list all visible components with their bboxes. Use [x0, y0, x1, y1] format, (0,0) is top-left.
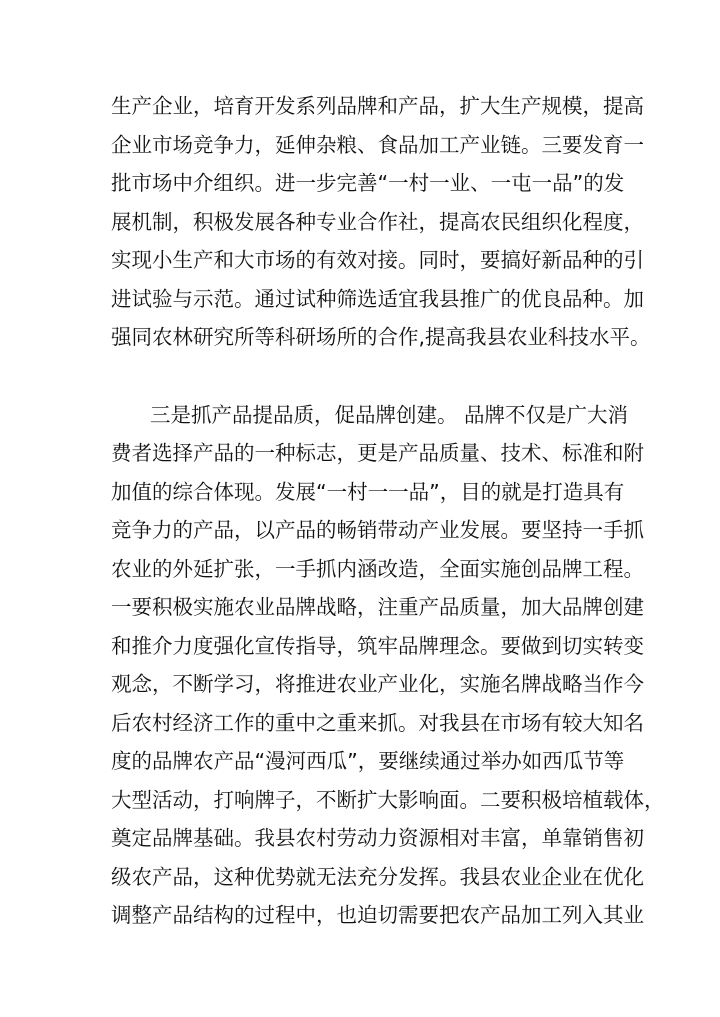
paragraph-1-line: 企业市场竞争力，延伸杂粮、食品加工产业链。三要发育一: [111, 133, 644, 157]
paragraph-2-line: 后农村经济工作的重中之重来抓。对我县在市场有较大知名: [111, 711, 644, 735]
paragraph-2-line: 农业的外延扩张，一手抓内涵改造，全面实施创品牌工程。: [111, 557, 644, 581]
paragraph-2-line: 大型活动，打响牌子，不断扩大影响面。二要积极培植载体，: [111, 788, 665, 812]
paragraph-2-line: 级农产品，这种优势就无法充分发挥。我县农业企业在优化: [111, 865, 644, 889]
paragraph-2-line: 观念，不断学习，将推进农业产业化，实施名牌战略当作今: [111, 672, 644, 696]
paragraph-2-line: 三是抓产品提品质，促品牌创建。 品牌不仅是广大消: [150, 403, 629, 427]
paragraph-2-line: 调整产品结构的过程中，也迫切需要把农产品加工列入其业: [111, 903, 644, 927]
paragraph-1-line: 强同农林研究所等科研场所的合作,提高我县农业科技水平。: [111, 325, 651, 349]
paragraph-1-line: 展机制，积极发展各种专业合作社，提高农民组织化程度，: [111, 210, 644, 234]
paragraph-2-line: 和推介力度强化宣传指导，筑牢品牌理念。要做到切实转变: [111, 634, 644, 658]
paragraph-2-line: 一要积极实施农业品牌战略，注重产品质量，加大品牌创建: [111, 595, 644, 619]
paragraph-2-line: 度的品牌农产品“漫河西瓜”，要继续通过举办如西瓜节等: [111, 749, 625, 773]
paragraph-2-line: 加值的综合体现。发展“一村一一品”，目的就是打造具有: [111, 480, 625, 504]
paragraph-2-line: 竞争力的产品，以产品的畅销带动产业发展。要坚持一手抓: [111, 518, 644, 542]
paragraph-1-line: 进试验与示范。通过试种筛选适宜我县推广的优良品种。加: [111, 287, 644, 311]
paragraph-1-line: 实现小生产和大市场的有效对接。同时，要搞好新品种的引: [111, 248, 644, 272]
paragraph-1-line: 批市场中介组织。进一步完善“一村一业、一屯一品”的发: [111, 171, 625, 195]
paragraph-2-line: 奠定品牌基础。我县农村劳动力资源相对丰富，单靠销售初: [111, 826, 644, 850]
paragraph-1-line: 生产企业，培育开发系列品牌和产品，扩大生产规模，提高: [111, 94, 644, 118]
paragraph-2-line: 费者选择产品的一种标志，更是产品质量、技术、标准和附: [111, 441, 644, 465]
